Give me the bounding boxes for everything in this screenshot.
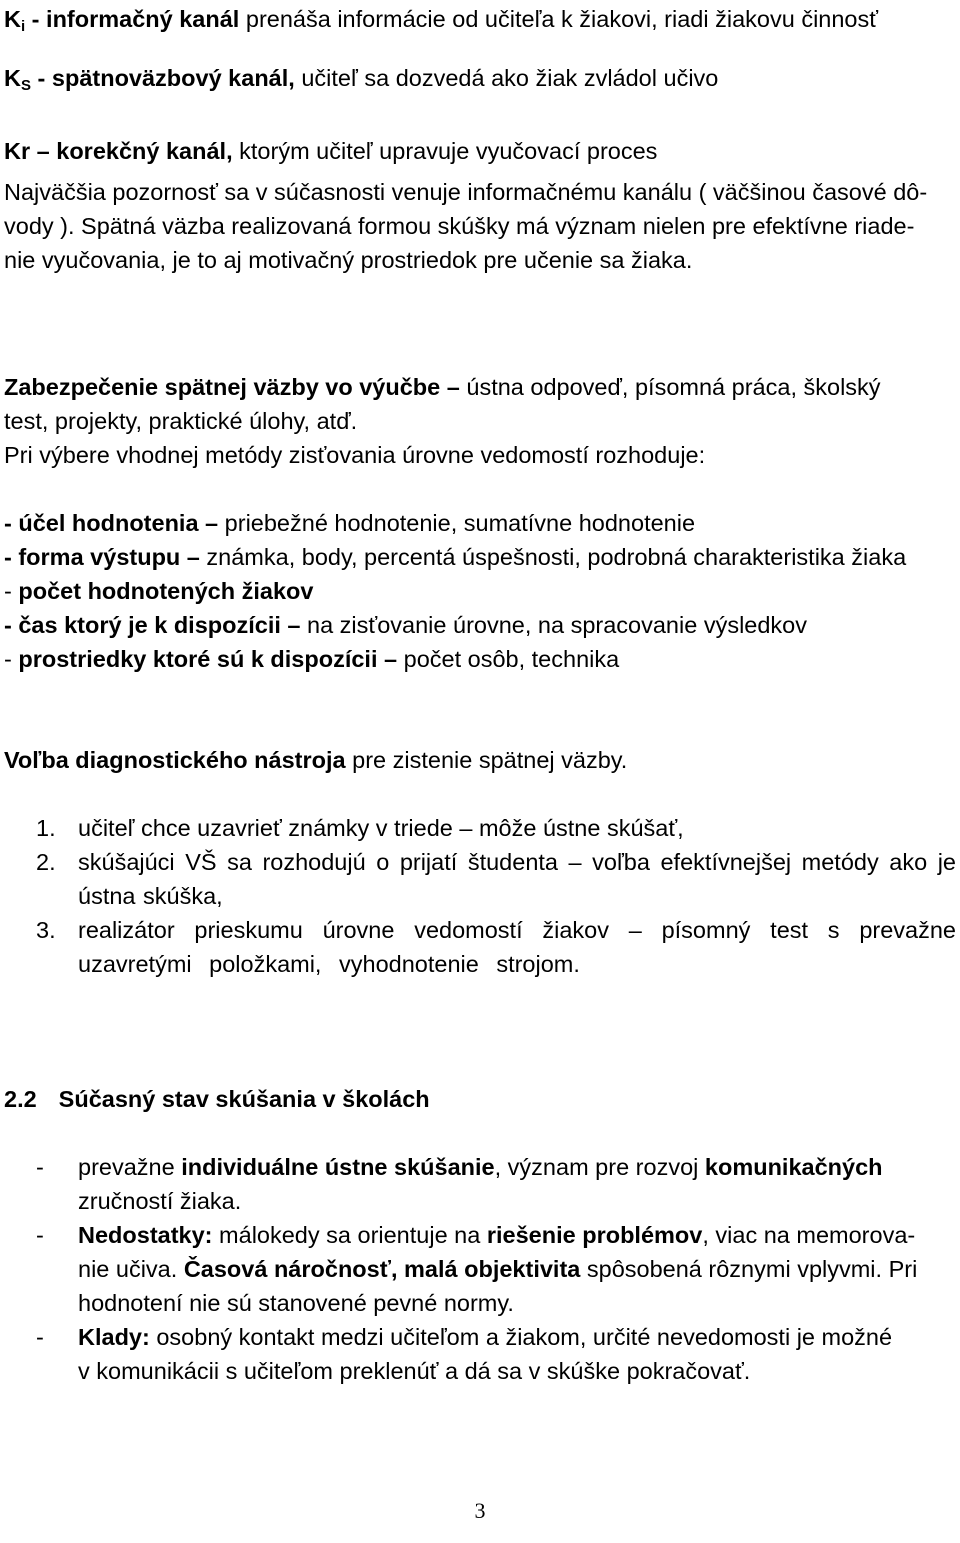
text-span: individuálne ústne skúšanie bbox=[181, 1154, 495, 1180]
intro-line-1: Najväčšia pozornosť sa v súčasnosti venuje informačnému kanálu ( väčšinou časové dô- bbox=[4, 179, 928, 205]
item-text: skúšajúci VŠ sa rozhodujú o prijatí študenta – voľba efektívnejšej metódy ako je ústna skúška, bbox=[78, 849, 956, 909]
assurance-line-1 bbox=[4, 370, 956, 404]
text-span: nie učiva. bbox=[78, 1256, 184, 1282]
bullet-line bbox=[78, 1320, 948, 1354]
bullet-line: hodnotení nie sú stanovené pevné normy. bbox=[78, 1290, 514, 1316]
ki-title: - informačný kanál bbox=[25, 6, 240, 32]
ki-letter: K bbox=[4, 6, 21, 32]
ki-subscript: i bbox=[20, 18, 26, 35]
text-span: Nedostatky: bbox=[78, 1222, 213, 1248]
ks-description: učiteľ sa dozvedá ako žiak zvládol učivo bbox=[294, 65, 719, 91]
numbered-item bbox=[36, 913, 956, 981]
tool-choice-title: Voľba diagnostického nástroja bbox=[4, 747, 346, 773]
intro-line-2: vody ). Spätná väzba realizovaná formou skúšky má význam nielen pre efektívne riade- bbox=[4, 213, 915, 239]
bullet-line bbox=[78, 1252, 948, 1286]
item-number: 3. bbox=[36, 917, 56, 943]
item-number: 1. bbox=[36, 815, 56, 841]
channel-kr bbox=[4, 134, 956, 168]
assurance-title: Zabezpečenie spätnej väzby vo výučbe – bbox=[4, 374, 460, 400]
channel-ks bbox=[4, 61, 956, 99]
bullet-item bbox=[36, 1320, 956, 1388]
assurance-text: ústna odpoveď, písomná práca, školský bbox=[459, 374, 881, 400]
ks-dash: - bbox=[31, 65, 52, 91]
tool-choice-text: pre zistenie spätnej väzby. bbox=[345, 747, 628, 773]
ks-title: spätnoväzbový kanál, bbox=[51, 65, 295, 91]
criterion-label: prostriedky ktoré sú k dispozícii – bbox=[18, 646, 398, 672]
text-span: Časová náročnosť, malá objektivita bbox=[183, 1256, 581, 1282]
intro-line-3: nie vyučovania, je to aj motivačný prostriedok pre učenie sa žiaka. bbox=[4, 247, 693, 273]
criterion-dash: - bbox=[4, 578, 19, 604]
bullet-line: v komunikácii s učiteľom preklenúť a dá sa v skúške pokračovať. bbox=[78, 1358, 751, 1384]
bullet-line: zručností žiaka. bbox=[78, 1188, 242, 1214]
criterion-time bbox=[4, 608, 956, 642]
item-text: učiteľ chce uzavrieť známky v triede – môže ústne skúšať, bbox=[78, 815, 684, 841]
text-span: osobný kontakt medzi učiteľom a žiakom, určité nevedomosti je možné bbox=[149, 1324, 893, 1350]
section-title: Súčasný stav skúšania v školách bbox=[58, 1086, 430, 1112]
text-span: málokedy sa orientuje na bbox=[212, 1222, 487, 1248]
bullet-item bbox=[36, 1150, 956, 1218]
item-number: 2. bbox=[36, 849, 56, 875]
criterion-pupil-count bbox=[4, 574, 956, 608]
bullet-dash: - bbox=[36, 1324, 44, 1350]
bullet-line bbox=[78, 1218, 948, 1252]
criterion-dash: - bbox=[4, 646, 19, 672]
bullet-dash: - bbox=[36, 1222, 44, 1248]
criterion-text: na zisťovanie úrovne, na spracovanie výsledkov bbox=[300, 612, 807, 638]
text-span: , viac na memorova- bbox=[702, 1222, 916, 1248]
criterion-text: známka, body, percentá úspešnosti, podrobná charakteristika žiaka bbox=[199, 544, 907, 570]
criterion-text: priebežné hodnotenie, sumatívne hodnotenie bbox=[218, 510, 696, 536]
bullet-item bbox=[36, 1218, 956, 1320]
criterion-means bbox=[4, 642, 956, 676]
criterion-label: - čas ktorý je k dispozícii – bbox=[4, 612, 301, 638]
text-span: riešenie problémov bbox=[486, 1222, 703, 1248]
text-span: prevažne bbox=[78, 1154, 182, 1180]
criterion-purpose bbox=[4, 506, 956, 540]
criterion-label: počet hodnotených žiakov bbox=[18, 578, 314, 604]
criterion-output-form bbox=[4, 540, 956, 574]
item-text: realizátor prieskumu úrovne vedomostí žiakov – písomný test s prevažne uzavretými položkami, vyhodnotenie strojom. bbox=[78, 917, 956, 977]
channel-ki bbox=[4, 2, 956, 40]
numbered-item bbox=[36, 811, 956, 845]
text-span: spôsobená rôznymi vplyvmi. Pri bbox=[580, 1256, 918, 1282]
page-number: 3 bbox=[474, 1498, 486, 1523]
ks-letter: K bbox=[4, 65, 21, 91]
criterion-label: - forma výstupu – bbox=[4, 544, 200, 570]
kr-description: ktorým učiteľ upravuje vyučovací proces bbox=[232, 138, 658, 164]
section-heading bbox=[4, 1082, 956, 1116]
criterion-text: počet osôb, technika bbox=[397, 646, 620, 672]
assurance-line-3: Pri výbere vhodnej metódy zisťovania úrovne vedomostí rozhoduje: bbox=[4, 442, 706, 468]
numbered-item bbox=[36, 845, 956, 913]
text-span: Klady: bbox=[78, 1324, 150, 1350]
text-span: komunikačných bbox=[704, 1154, 883, 1180]
kr-title: Kr – korekčný kanál, bbox=[4, 138, 233, 164]
section-number: 2.2 bbox=[4, 1086, 37, 1112]
bullet-dash: - bbox=[36, 1154, 44, 1180]
text-span: , význam pre rozvoj bbox=[494, 1154, 705, 1180]
ks-subscript: S bbox=[20, 77, 31, 94]
assurance-line-2: test, projekty, praktické úlohy, atď. bbox=[4, 408, 358, 434]
criterion-label: - účel hodnotenia – bbox=[4, 510, 219, 536]
bullet-line bbox=[78, 1150, 948, 1184]
ki-description: prenáša informácie od učiteľa k žiakovi, riadi žiakovu činnosť bbox=[239, 6, 879, 32]
tool-choice bbox=[4, 743, 956, 777]
